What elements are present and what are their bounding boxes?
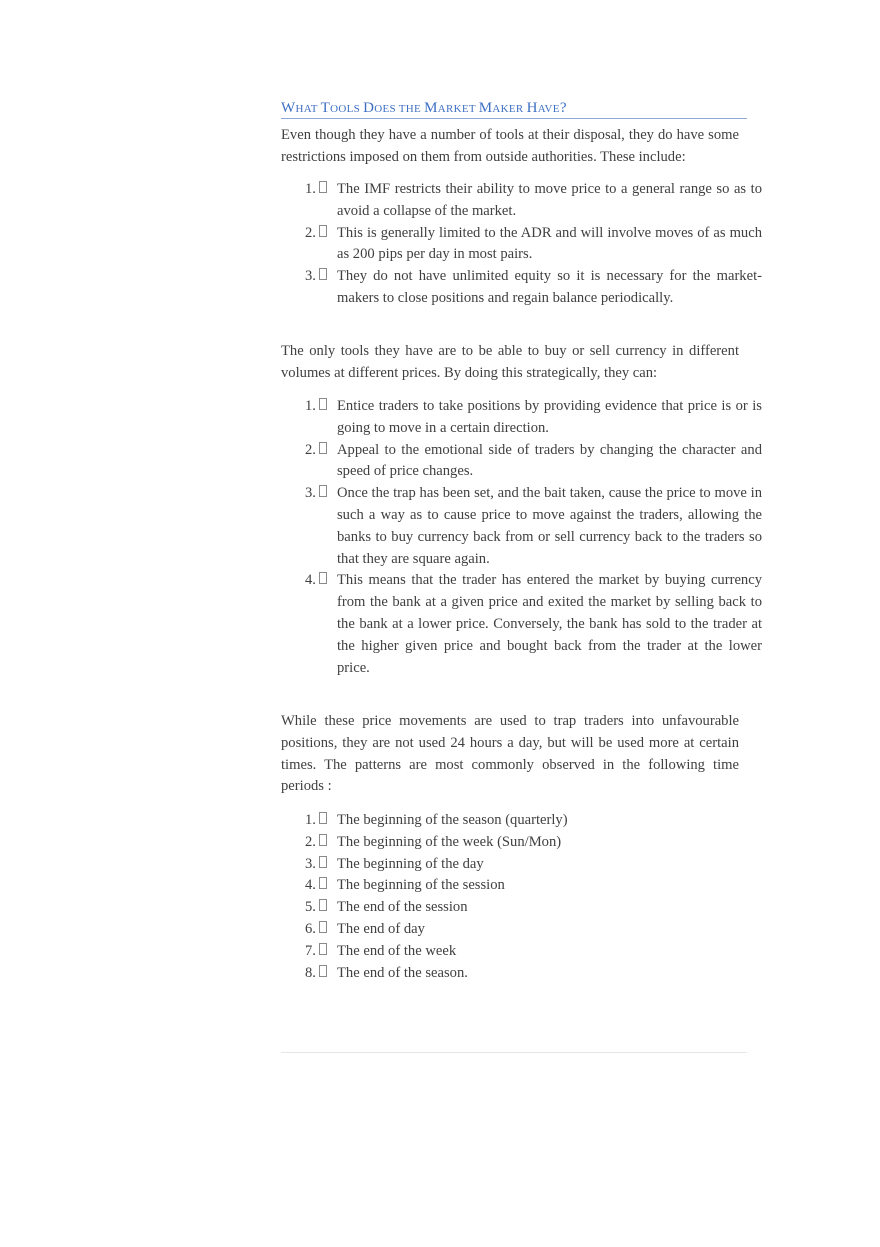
list-number: 6. <box>305 920 316 937</box>
heading-cap: M <box>478 100 493 116</box>
missing-glyph-box-icon <box>319 812 327 824</box>
list-item-text: The end of the week <box>337 942 457 959</box>
list-number: 3. <box>305 268 316 285</box>
list-item-text: The beginning of the season (quarterly) <box>337 812 568 828</box>
restrictions-list <box>281 179 762 310</box>
list-item <box>281 396 762 440</box>
list-item-text: Entice traders to take positions by providing evidence that price is or is going to move in a certain direction. <box>337 398 762 436</box>
missing-glyph-box-icon <box>319 225 327 237</box>
heading-small-caps: AVE <box>537 103 560 115</box>
missing-glyph-box-icon <box>319 398 327 410</box>
list-item-text: This is generally limited to the ADR and will involve moves of as much as 200 pips per day in most pairs. <box>337 224 762 263</box>
list-item <box>281 570 762 679</box>
list-item-text: The IMF restricts their ability to move price to a general range so as to avoid a collapse of the market. <box>337 181 762 219</box>
missing-glyph-box-icon <box>319 268 327 280</box>
list-item-text: This means that the trader has entered the market by buying currency from the bank at a given price and exited the market by selling back to the bank at a lower price. Conversely, the bank has sold to the trader at the higher given price and bought back from the trader at the lower price. <box>337 572 762 676</box>
list-item <box>281 266 762 310</box>
list-item-text: The end of the season. <box>337 964 468 981</box>
heading-cap: ? <box>559 100 567 116</box>
list-number: 3. <box>305 855 316 872</box>
list-item-text: The end of day <box>337 920 425 937</box>
intro-paragraph: Even though they have a number of tools at their disposal, they do have some restrictions imposed on them from outside authorities. These include: <box>281 127 739 165</box>
list-item-text: They do not have unlimited equity so it is necessary for the market-makers to close positions and regain balance periodically. <box>337 268 762 306</box>
heading-small-caps: AKER <box>492 103 527 115</box>
list-item <box>281 810 762 832</box>
missing-glyph-box-icon <box>319 485 327 497</box>
list-item <box>281 963 762 985</box>
missing-glyph-box-icon <box>319 899 327 911</box>
list-item <box>281 919 762 941</box>
heading-cap: H <box>526 100 538 116</box>
list-item <box>281 440 762 484</box>
list-item-text: Appeal to the emotional side of traders by changing the character and speed of price changes. <box>337 441 762 480</box>
missing-glyph-box-icon <box>319 834 327 846</box>
heading-cap: M <box>424 100 438 116</box>
list-number: 4. <box>305 877 316 894</box>
list-item-text: The beginning of the week (Sun/Mon) <box>337 833 562 850</box>
missing-glyph-box-icon <box>319 442 327 454</box>
list-item-text: The beginning of the session <box>337 877 505 894</box>
list-number: 2. <box>305 441 316 458</box>
heading-cap: D <box>363 100 375 116</box>
list-item-text: The beginning of the day <box>337 855 484 872</box>
heading-small-caps: HAT <box>295 103 321 115</box>
heading-cap: W <box>281 100 296 116</box>
list-number: 2. <box>305 833 316 850</box>
list-item-text: Once the trap has been set, and the bait taken, cause the price to move in such a way as to cause price to move against the traders, allowing the banks to buy currency back from or sell currency back to the traders so that they are square again. <box>337 485 762 567</box>
list-number: 3. <box>305 485 316 502</box>
list-item-text: The end of the session <box>337 899 468 916</box>
missing-glyph-box-icon <box>319 943 327 955</box>
list-number: 4. <box>305 572 316 589</box>
list-item <box>281 941 762 963</box>
list-number: 5. <box>305 899 316 916</box>
list-item <box>281 832 762 854</box>
list-item <box>281 179 762 223</box>
list-item <box>281 223 762 267</box>
periods-list <box>281 810 762 984</box>
missing-glyph-box-icon <box>319 965 327 977</box>
tools-paragraph: The only tools they have are to be able to buy or sell currency in different volumes at different prices. By doing this strategically, they can: <box>281 343 739 381</box>
list-number: 2. <box>305 224 316 241</box>
heading-small-caps: OES THE <box>374 103 425 115</box>
patterns-paragraph: While these price movements are used to trap traders into unfavourable positions, they are not used 24 hours a day, but will be used more at certain times. The patterns are most commonly observed in the following time periods : <box>281 713 739 795</box>
missing-glyph-box-icon <box>319 921 327 933</box>
missing-glyph-box-icon <box>319 877 327 889</box>
list-number: 1. <box>305 812 316 828</box>
list-item <box>281 483 762 570</box>
list-item <box>281 875 762 897</box>
list-number: 7. <box>305 942 316 959</box>
list-item <box>281 854 762 876</box>
list-number: 1. <box>305 398 316 414</box>
missing-glyph-box-icon <box>319 181 327 193</box>
heading-small-caps: OOLS <box>330 103 364 115</box>
heading-small-caps: ARKET <box>437 103 479 115</box>
list-number: 1. <box>305 181 316 197</box>
list-number: 8. <box>305 964 316 981</box>
missing-glyph-box-icon <box>319 572 327 584</box>
heading-cap: T <box>320 100 331 116</box>
footer-divider <box>281 1052 747 1053</box>
missing-glyph-box-icon <box>319 856 327 868</box>
section-heading <box>281 99 747 119</box>
list-item <box>281 897 762 919</box>
strategies-list <box>281 396 762 679</box>
